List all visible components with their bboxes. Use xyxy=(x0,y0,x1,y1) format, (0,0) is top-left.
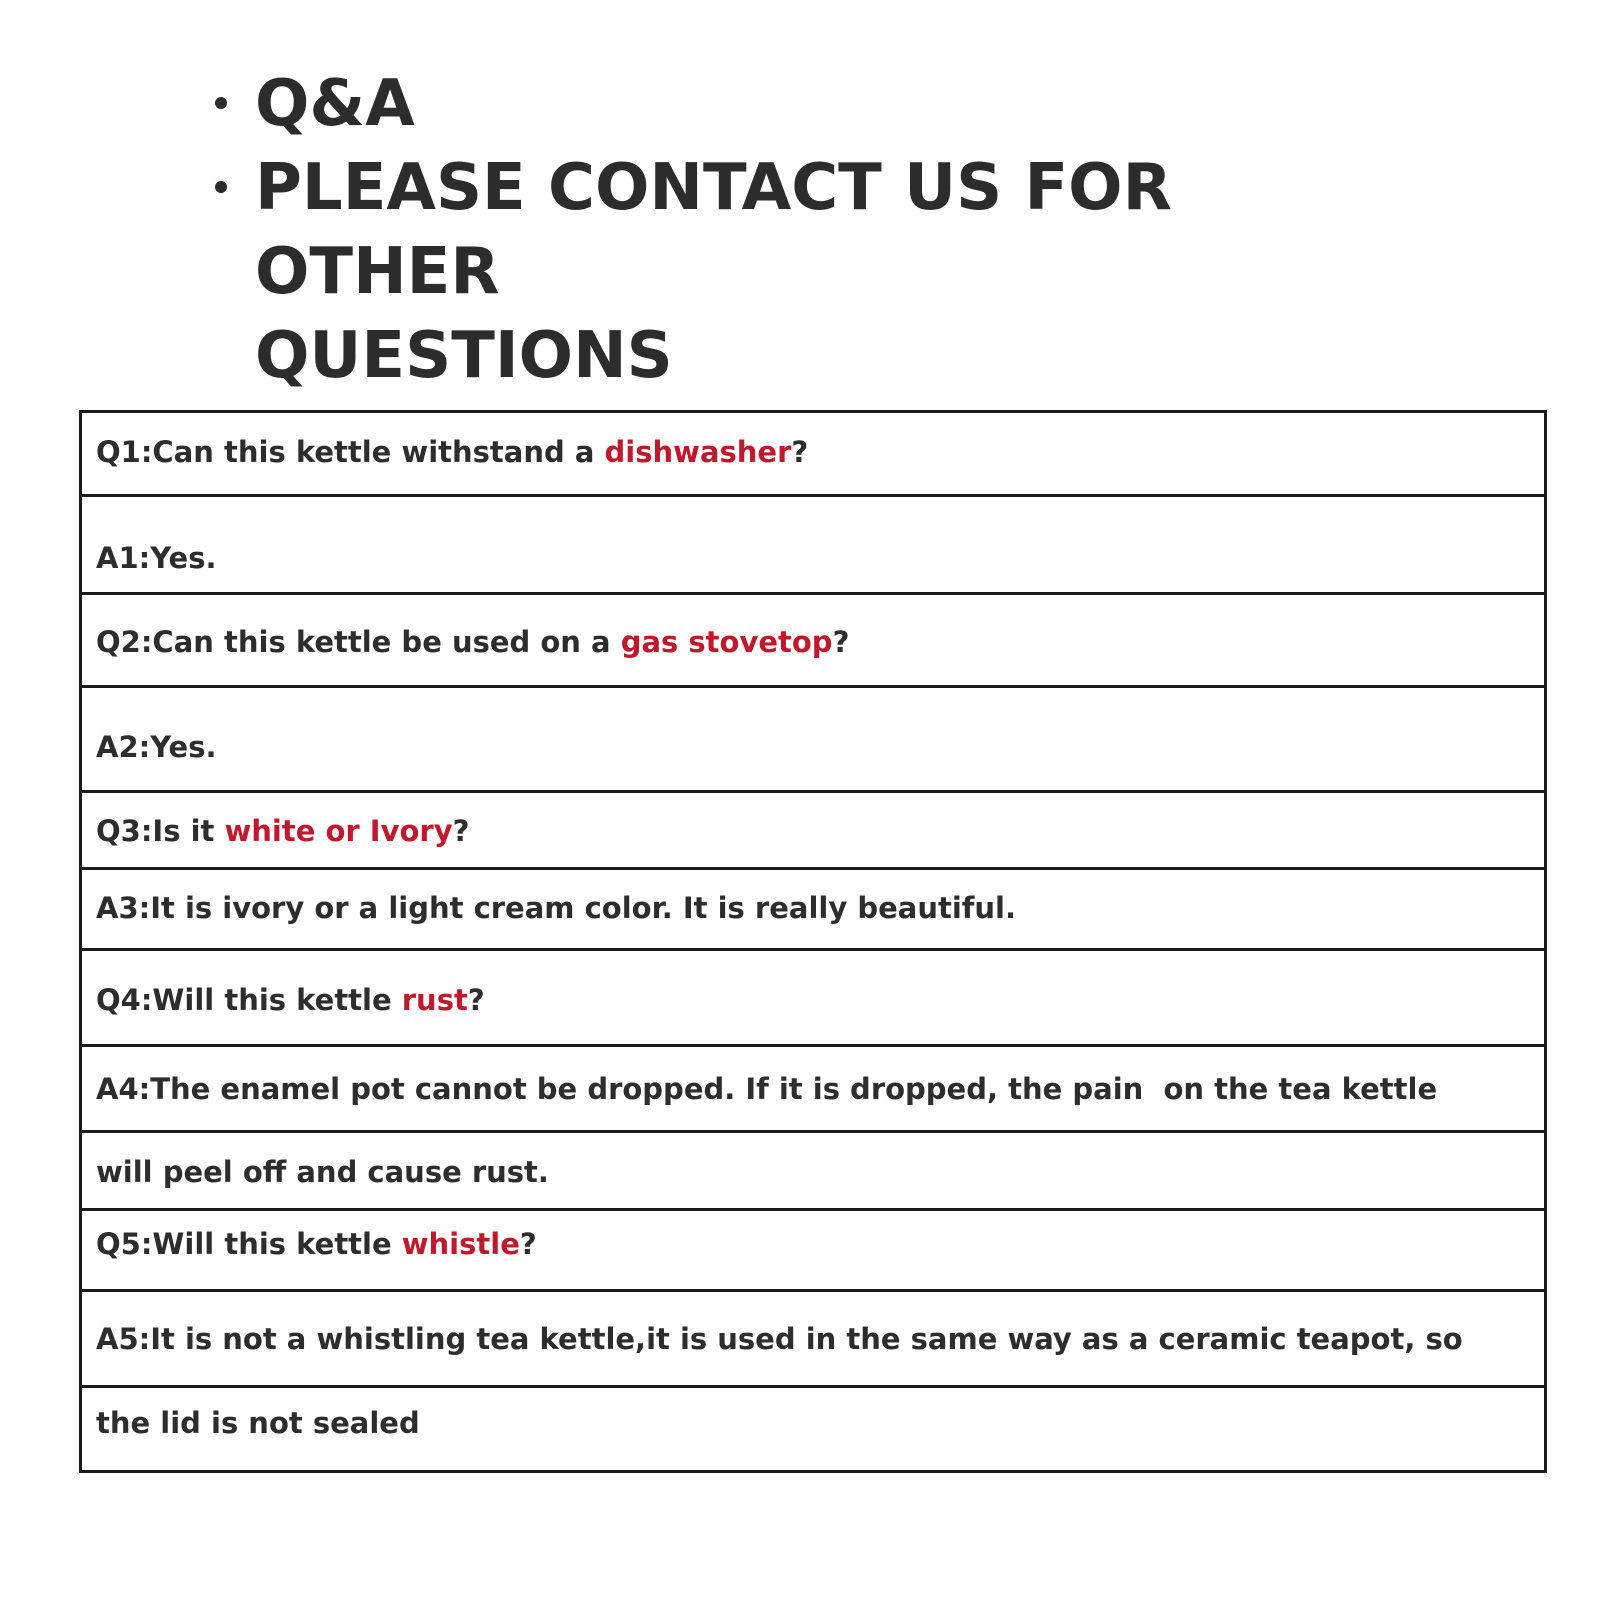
question-1-highlight: dishwasher xyxy=(604,435,792,469)
question-2-suffix: ? xyxy=(832,625,850,659)
question-3-suffix: ? xyxy=(452,814,470,848)
heading-qa: Q&A xyxy=(255,67,415,141)
bullet-icon xyxy=(215,181,227,193)
question-5-suffix: ? xyxy=(519,1227,537,1261)
question-1-suffix: ? xyxy=(791,435,809,469)
question-4-suffix: ? xyxy=(467,983,485,1017)
answer-row-3 xyxy=(82,867,1544,948)
answer-5-line-2: the lid is not sealed xyxy=(96,1406,420,1440)
question-row-1 xyxy=(82,413,1544,494)
question-row-4 xyxy=(82,948,1544,1044)
heading xyxy=(215,62,1415,398)
heading-qa-row xyxy=(215,62,1415,146)
answer-2: A2:Yes. xyxy=(96,730,217,764)
question-4-highlight: rust xyxy=(401,983,468,1017)
question-3 xyxy=(96,814,469,848)
question-5-prefix: Q5:Will this kettle xyxy=(96,1227,402,1261)
question-2-highlight: gas stovetop xyxy=(620,625,833,659)
answer-row-1 xyxy=(82,494,1544,592)
question-row-5 xyxy=(82,1208,1544,1289)
qa-table xyxy=(79,410,1547,1473)
question-3-prefix: Q3:Is it xyxy=(96,814,225,848)
question-3-highlight: white or Ivory xyxy=(224,814,453,848)
answer-row-4-line-2 xyxy=(82,1130,1544,1208)
question-1 xyxy=(96,435,808,469)
answer-row-2 xyxy=(82,685,1544,790)
question-1-prefix: Q1:Can this kettle withstand a xyxy=(96,435,605,469)
question-2 xyxy=(96,625,849,659)
answer-5-line-1: A5:It is not a whistling tea kettle,it is used in the same way as a ceramic teapot, so xyxy=(96,1322,1463,1356)
answer-4-line-1: A4:The enamel pot cannot be dropped. If it is dropped, the pain on the tea kettle xyxy=(96,1072,1438,1106)
heading-contact-row xyxy=(215,146,1415,314)
answer-row-5-line-2 xyxy=(82,1385,1544,1470)
answer-3: A3:It is ivory or a light cream color. It is really beautiful. xyxy=(96,891,1016,925)
question-row-2 xyxy=(82,592,1544,685)
answer-4-line-2: will peel off and cause rust. xyxy=(96,1155,549,1189)
question-row-3 xyxy=(82,790,1544,867)
heading-contact-line2: QUESTIONS xyxy=(255,319,673,393)
answer-row-4-line-1 xyxy=(82,1044,1544,1130)
answer-1: A1:Yes. xyxy=(96,541,217,575)
question-5 xyxy=(96,1227,537,1261)
bullet-icon xyxy=(215,97,227,109)
answer-row-5-line-1 xyxy=(82,1289,1544,1385)
question-2-prefix: Q2:Can this kettle be used on a xyxy=(96,625,621,659)
question-4-prefix: Q4:Will this kettle xyxy=(96,983,402,1017)
question-5-highlight: whistle xyxy=(401,1227,520,1261)
heading-contact-row-2 xyxy=(215,314,1415,398)
heading-contact-line1: PLEASE CONTACT US FOR OTHER xyxy=(255,151,1172,309)
question-4 xyxy=(96,983,485,1017)
